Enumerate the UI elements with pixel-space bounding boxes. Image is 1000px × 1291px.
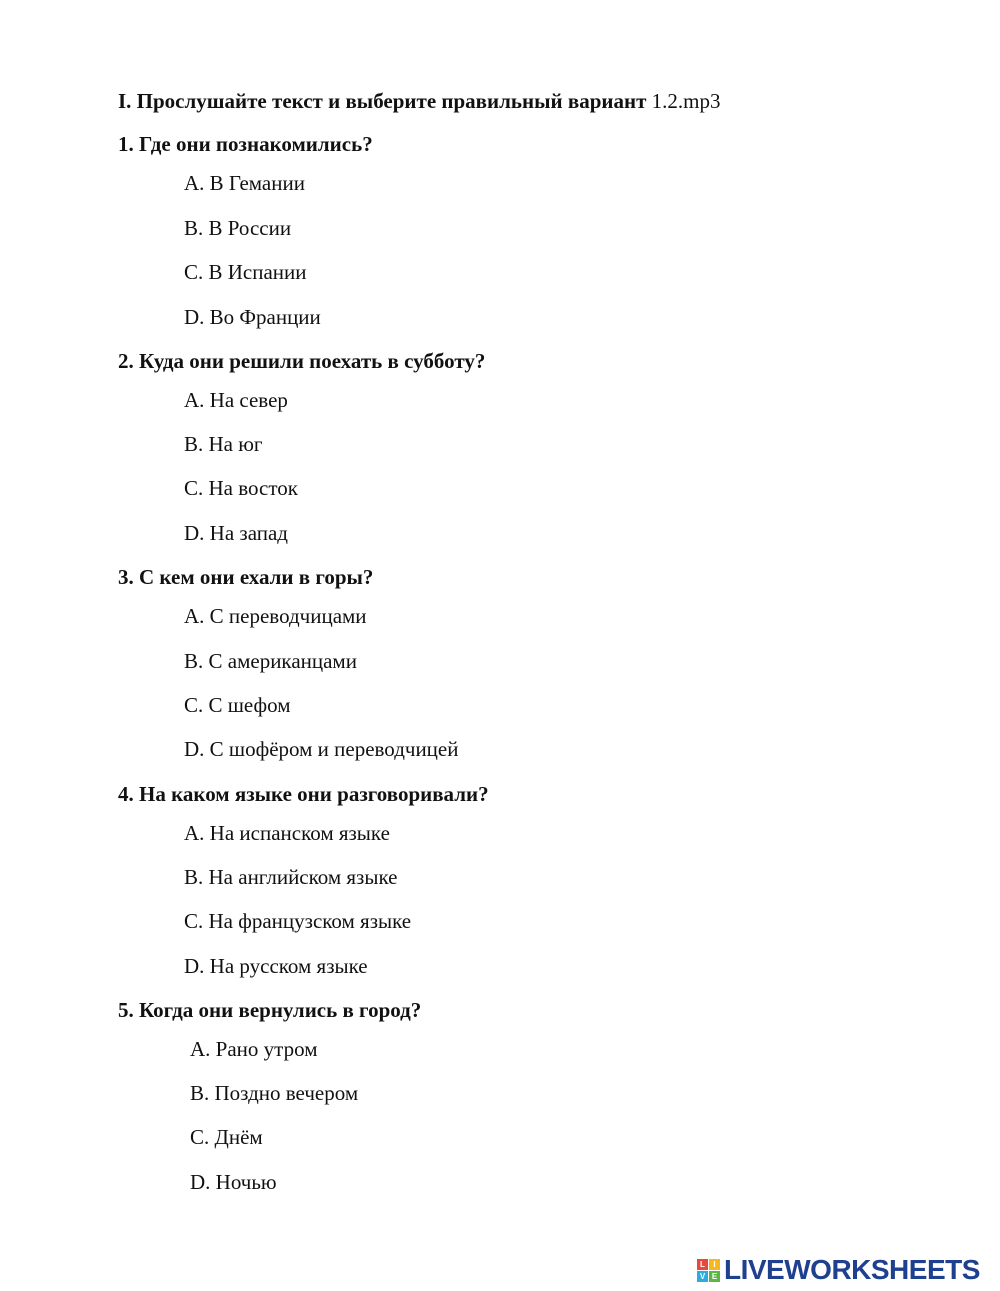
q2-option-a[interactable]: A. На север xyxy=(184,388,288,412)
q5-option-a[interactable]: A. Рано утром xyxy=(190,1037,318,1061)
q2-option-b[interactable]: B. На юг xyxy=(184,432,263,456)
logo-text: LIVEWORKSHEETS xyxy=(724,1254,980,1285)
liveworksheets-logo xyxy=(697,1254,980,1286)
q1-option-c[interactable]: C. В Испании xyxy=(184,260,307,284)
question-3: 3. С кем они ехали в горы? xyxy=(118,565,374,589)
question-5: 5. Когда они вернулись в город? xyxy=(118,998,422,1022)
q3-option-c[interactable]: C. С шефом xyxy=(184,693,291,717)
question-4: 4. На каком языке они разговоривали? xyxy=(118,782,489,806)
logo-icon-letter-l: L xyxy=(697,1259,708,1270)
q3-option-d[interactable]: D. С шофёром и переводчицей xyxy=(184,737,459,761)
q4-option-a[interactable]: A. На испанском языке xyxy=(184,821,390,845)
q1-option-b[interactable]: B. В России xyxy=(184,216,292,240)
q4-option-c[interactable]: C. На французском языке xyxy=(184,909,412,933)
q5-option-d[interactable]: D. Ночью xyxy=(190,1170,277,1194)
q2-option-d[interactable]: D. На запад xyxy=(184,521,288,545)
question-2: 2. Куда они решили поехать в субботу? xyxy=(118,349,486,373)
task-instruction: I. Прослушайте текст и выберите правильный вариант xyxy=(118,89,647,113)
worksheet-title xyxy=(118,86,720,116)
logo-icon-letter-v: V xyxy=(697,1271,708,1282)
q5-option-b[interactable]: B. Поздно вечером xyxy=(190,1081,359,1105)
q4-option-d[interactable]: D. На русском языке xyxy=(184,954,368,978)
q4-option-b[interactable]: B. На английском языке xyxy=(184,865,398,889)
q1-option-d[interactable]: D. Во Франции xyxy=(184,305,321,329)
q2-option-c[interactable]: C. На восток xyxy=(184,476,298,500)
q5-option-c[interactable]: C. Днём xyxy=(190,1125,263,1149)
q3-option-a[interactable]: A. С переводчицами xyxy=(184,604,367,628)
audio-file-link[interactable]: 1.2.mp3 xyxy=(651,89,721,113)
liveworksheets-logo-icon xyxy=(697,1259,720,1282)
logo-icon-letter-i: I xyxy=(709,1259,720,1270)
q3-option-b[interactable]: B. С американцами xyxy=(184,649,357,673)
question-1: 1. Где они познакомились? xyxy=(118,132,373,156)
logo-icon-letter-e: E xyxy=(709,1271,720,1282)
q1-option-a[interactable]: A. В Гемании xyxy=(184,171,305,195)
